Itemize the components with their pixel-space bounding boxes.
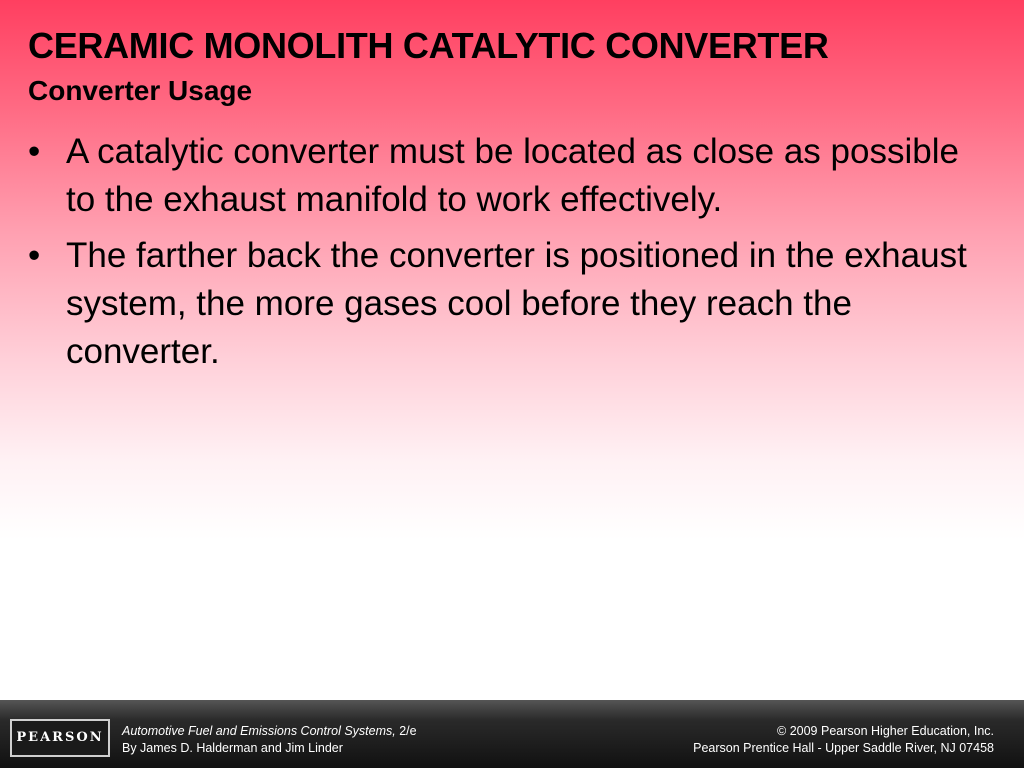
book-authors: By James D. Halderman and Jim Linder xyxy=(122,741,343,755)
bullet-text: The farther back the converter is positioned in the exhaust system, the more gases cool before they reach the converter. xyxy=(66,236,967,371)
bullet-item xyxy=(28,128,988,224)
bullet-dot-icon: • xyxy=(28,236,41,275)
book-edition: 2/e xyxy=(395,724,417,738)
footer-book-info xyxy=(122,723,417,757)
footer-copyright-info xyxy=(693,723,994,757)
slide-title: CERAMIC MONOLITH CATALYTIC CONVERTER xyxy=(28,25,829,66)
pearson-logo: PEARSON xyxy=(10,719,110,757)
footer-bar xyxy=(0,700,1024,768)
bullet-list xyxy=(28,128,988,384)
publisher-text: Pearson Prentice Hall - Upper Saddle River, NJ 07458 xyxy=(693,741,994,755)
footer-book-line xyxy=(122,723,417,740)
book-title: Automotive Fuel and Emissions Control Systems, xyxy=(122,724,396,738)
bullet-dot-icon: • xyxy=(28,132,41,171)
bullet-item xyxy=(28,232,988,376)
slide-subtitle: Converter Usage xyxy=(28,75,253,106)
copyright-text: © 2009 Pearson Higher Education, Inc. xyxy=(777,724,994,738)
bullet-text: A catalytic converter must be located as close as possible to the exhaust manifold to work effectively. xyxy=(66,132,959,219)
